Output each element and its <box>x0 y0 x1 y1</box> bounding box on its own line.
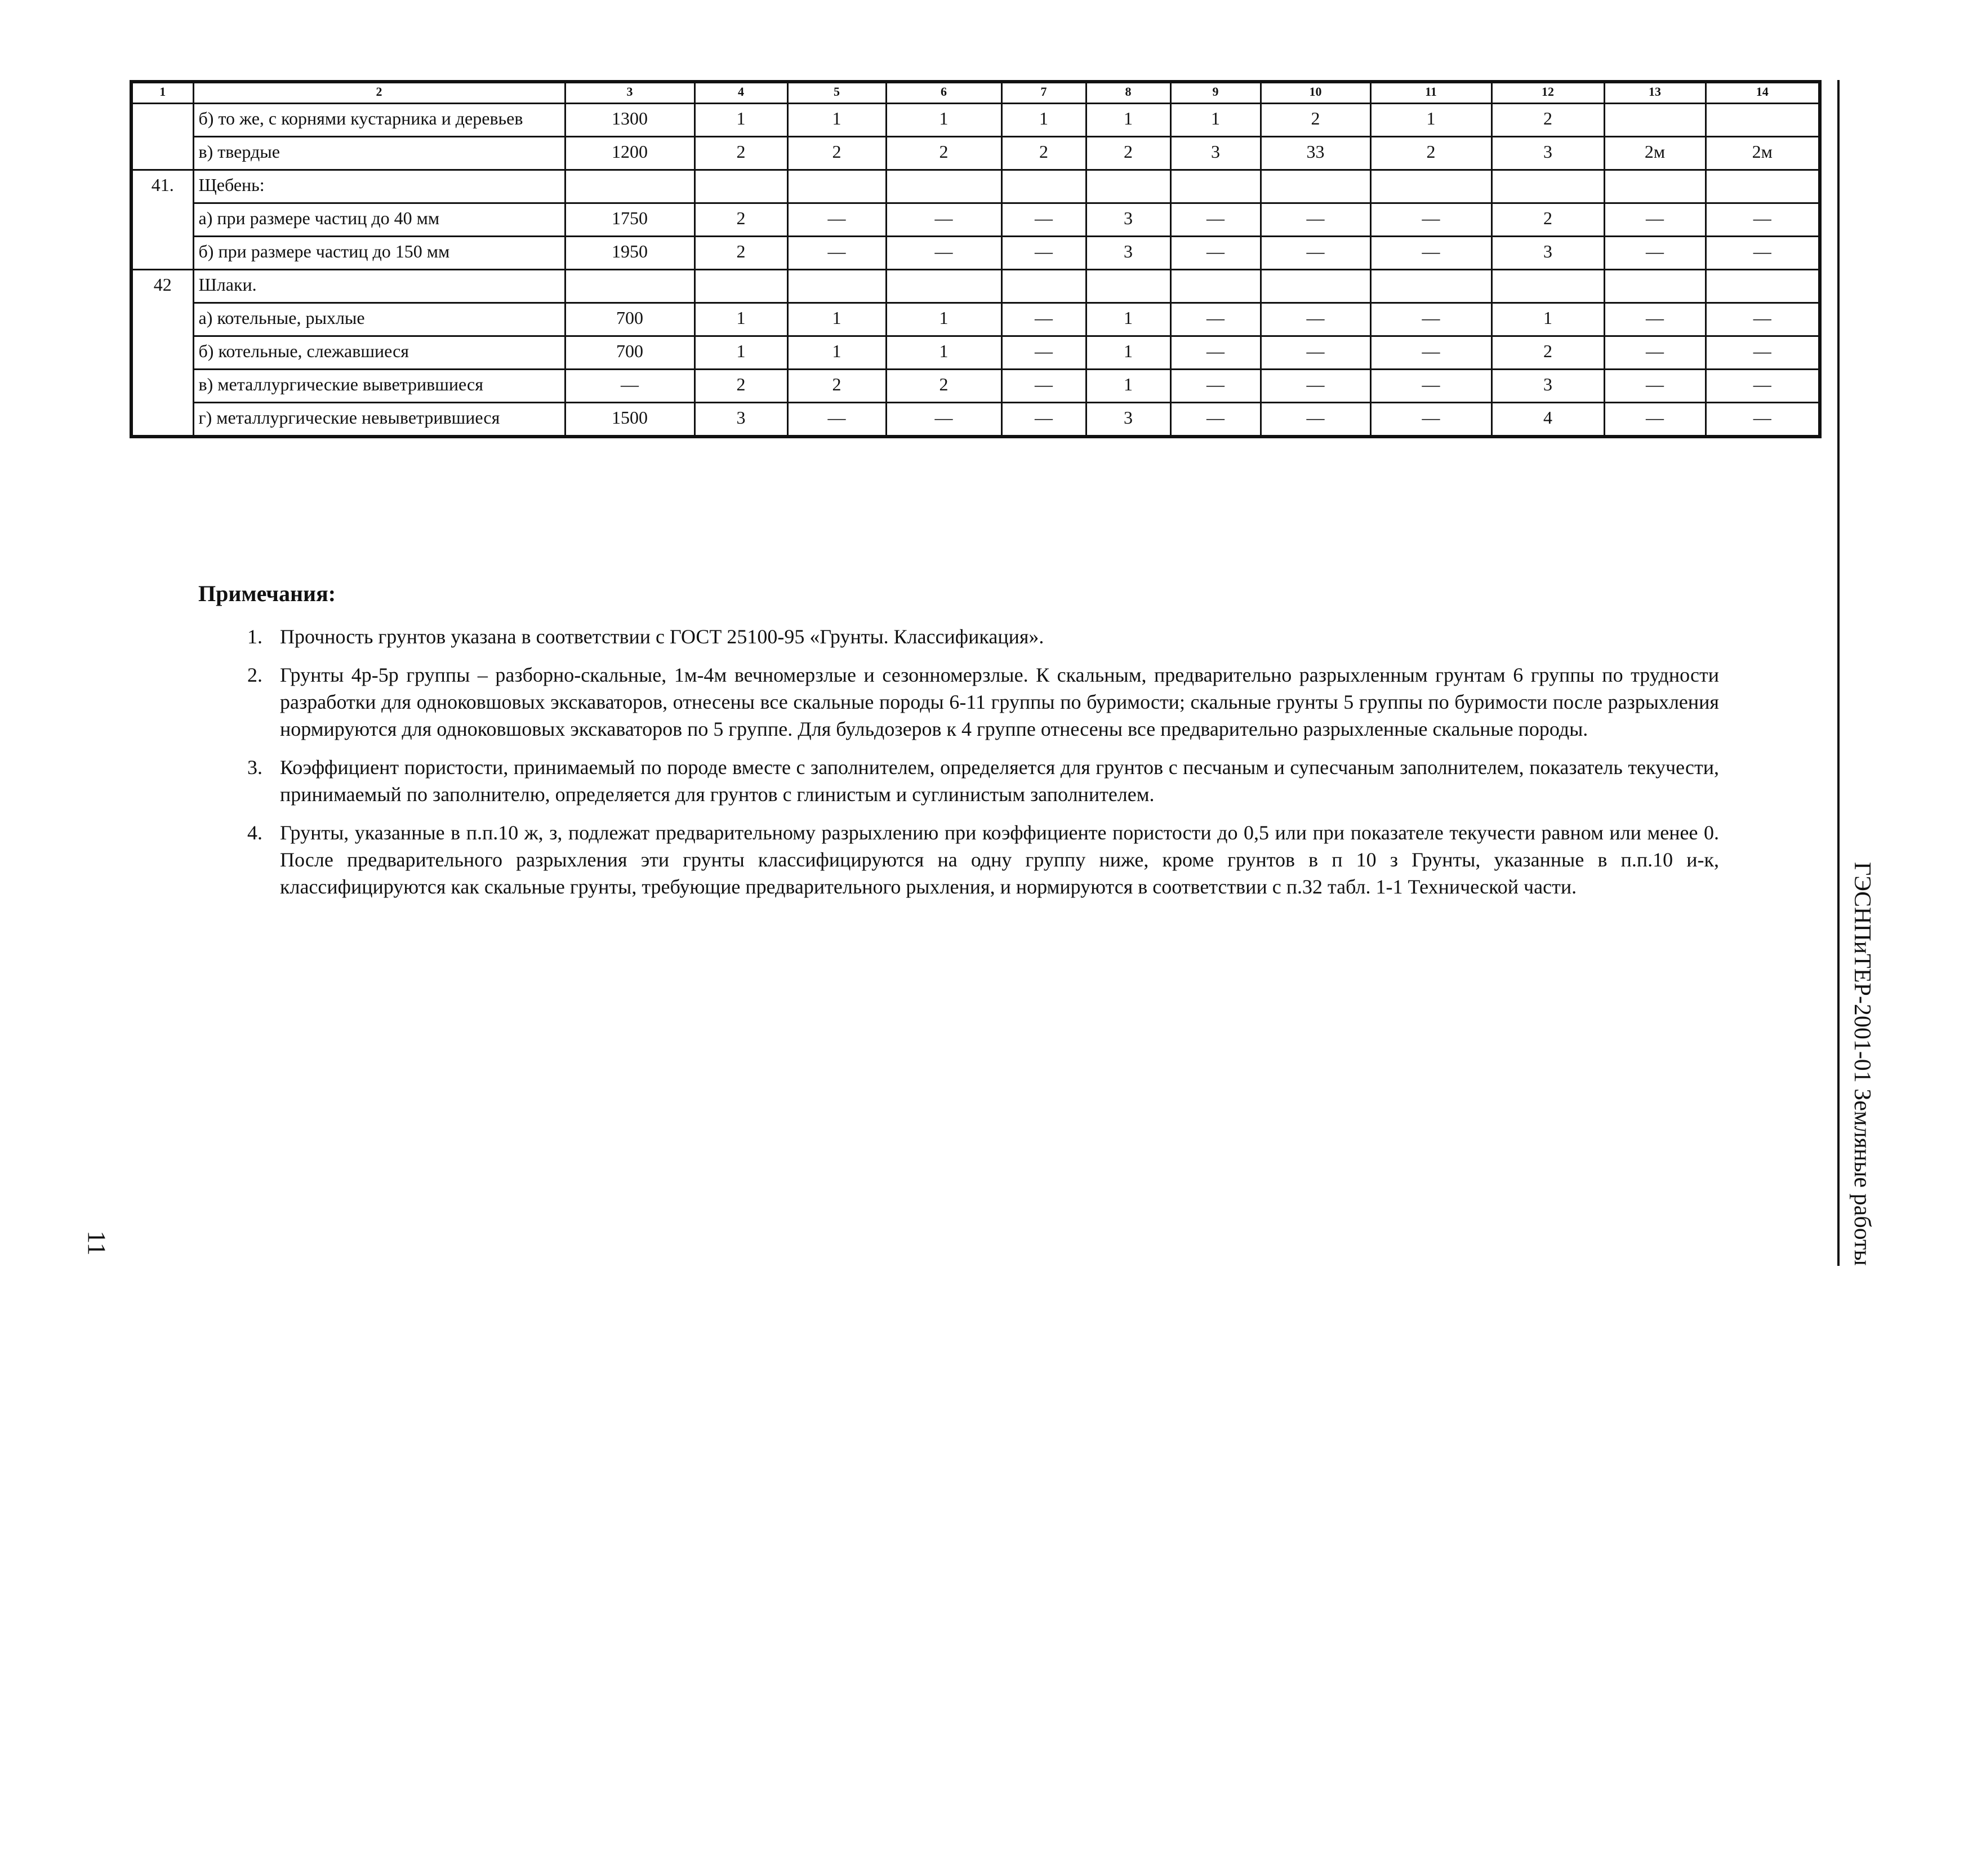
note-number: 2. <box>247 664 262 686</box>
value-cell: — <box>1706 403 1820 437</box>
value-cell: 3 <box>694 403 787 437</box>
table-row <box>131 336 1820 370</box>
value-cell: — <box>787 403 886 437</box>
value-cell: — <box>1370 370 1491 403</box>
value-cell: — <box>1261 370 1370 403</box>
value-cell: 1 <box>1086 370 1170 403</box>
value-cell <box>565 270 694 303</box>
value-cell: — <box>1261 303 1370 336</box>
note-text: Прочность грунтов указана в соответствии с ГОСТ 25100-95 «Грунты. Классификация». <box>280 625 1044 648</box>
table-row <box>131 370 1820 403</box>
value-cell <box>1706 170 1820 203</box>
note-text: Коэффициент пористости, принимаемый по породе вместе с заполнителем, определяется для грунтов с песчаным и супесчаным заполнителем, показатель текучести, принимаемый по заполнителю, определяется для грунтов с глинистым и суглинистым заполнителем. <box>280 756 1719 806</box>
table-row <box>131 203 1820 237</box>
value-cell: 1 <box>1001 104 1086 137</box>
header-cell: 9 <box>1170 82 1261 104</box>
value-cell: 1 <box>787 303 886 336</box>
soil-name-cell: Шлаки. <box>193 270 565 303</box>
value-cell <box>1261 170 1370 203</box>
value-cell <box>1604 270 1706 303</box>
value-cell: 2 <box>694 203 787 237</box>
soil-name-cell: в) твердые <box>193 137 565 170</box>
value-cell: 2 <box>1086 137 1170 170</box>
value-cell: — <box>1706 303 1820 336</box>
value-cell: — <box>1604 336 1706 370</box>
value-cell: — <box>1170 403 1261 437</box>
value-cell <box>1604 170 1706 203</box>
value-cell: 3 <box>1086 403 1170 437</box>
header-cell: 2 <box>193 82 565 104</box>
value-cell: 3 <box>1086 203 1170 237</box>
value-cell: — <box>886 403 1001 437</box>
value-cell <box>565 170 694 203</box>
value-cell: — <box>1001 203 1086 237</box>
value-cell: — <box>1001 303 1086 336</box>
header-cell: 3 <box>565 82 694 104</box>
value-cell: — <box>1370 336 1491 370</box>
value-cell: 1 <box>1170 104 1261 137</box>
value-cell: — <box>1370 303 1491 336</box>
table-row <box>131 237 1820 270</box>
document-code-label: ГЭСНПиТЕР-2001-01 Земляные работы <box>1849 862 1875 1266</box>
value-cell: — <box>1261 203 1370 237</box>
value-cell: — <box>1604 370 1706 403</box>
row-number <box>131 370 193 403</box>
value-cell <box>787 270 886 303</box>
soil-classification-table <box>130 80 1822 438</box>
value-cell: — <box>1001 336 1086 370</box>
value-cell: 2 <box>1370 137 1491 170</box>
value-cell <box>1001 170 1086 203</box>
soil-name-cell: в) металлургические выветрившиеся <box>193 370 565 403</box>
value-cell: 3 <box>1170 137 1261 170</box>
soil-name-cell: г) металлургические невыветрившиеся <box>193 403 565 437</box>
value-cell: 2 <box>1491 336 1604 370</box>
value-cell: 1300 <box>565 104 694 137</box>
value-cell <box>1001 270 1086 303</box>
value-cell: 2 <box>886 370 1001 403</box>
value-cell <box>1170 270 1261 303</box>
table-row <box>131 137 1820 170</box>
value-cell: 1 <box>787 336 886 370</box>
row-number <box>131 237 193 270</box>
table-row <box>131 170 1820 203</box>
value-cell <box>886 270 1001 303</box>
value-cell: — <box>1001 237 1086 270</box>
value-cell: 33 <box>1261 137 1370 170</box>
value-cell: — <box>1604 203 1706 237</box>
value-cell: — <box>1370 403 1491 437</box>
value-cell: 1750 <box>565 203 694 237</box>
value-cell <box>1491 270 1604 303</box>
value-cell: 3 <box>1491 137 1604 170</box>
value-cell: 1 <box>1370 104 1491 137</box>
value-cell: 2 <box>694 237 787 270</box>
value-cell <box>694 270 787 303</box>
value-cell: — <box>787 203 886 237</box>
value-cell: 1500 <box>565 403 694 437</box>
value-cell: 2 <box>1261 104 1370 137</box>
note-number: 3. <box>247 756 262 779</box>
value-cell: 2 <box>886 137 1001 170</box>
note-number: 1. <box>247 625 262 648</box>
table-row <box>131 403 1820 437</box>
value-cell: 1 <box>1086 336 1170 370</box>
value-cell: 1 <box>886 336 1001 370</box>
value-cell: 1 <box>787 104 886 137</box>
value-cell <box>1086 170 1170 203</box>
table-row <box>131 270 1820 303</box>
header-cell: 5 <box>787 82 886 104</box>
value-cell: — <box>886 237 1001 270</box>
value-cell: — <box>1706 336 1820 370</box>
soil-name-cell: б) то же, с корнями кустарника и деревьев <box>193 104 565 137</box>
value-cell: 1 <box>694 336 787 370</box>
soil-name-cell: а) при размере частиц до 40 мм <box>193 203 565 237</box>
value-cell: — <box>1706 370 1820 403</box>
note-text: Грунты, указанные в п.п.10 ж, з, подлежат предварительному разрыхлению при коэффициенте пористости до 0,5 или при показателе текучести равном или менее 0. После предварительного разрыхления эти грунты классифицируются на одну группу ниже, кроме грунтов в п 10 з Грунты, указанные в п.п.10 и-к, классифицируются как скальные грунты, требующие предварительного рыхления, и нормируются в соответствии с п.32 табл. 1-1 Технической части. <box>280 821 1719 898</box>
value-cell: 1950 <box>565 237 694 270</box>
row-number <box>131 403 193 437</box>
value-cell: 1200 <box>565 137 694 170</box>
value-cell: — <box>1170 336 1261 370</box>
value-cell: 1 <box>694 104 787 137</box>
header-cell: 12 <box>1491 82 1604 104</box>
value-cell <box>886 170 1001 203</box>
value-cell: — <box>1261 237 1370 270</box>
value-cell: 2м <box>1604 137 1706 170</box>
value-cell: — <box>1261 403 1370 437</box>
value-cell: 3 <box>1491 237 1604 270</box>
row-number <box>131 203 193 237</box>
row-number <box>131 137 193 170</box>
value-cell: 1 <box>1491 303 1604 336</box>
note-item <box>247 819 1719 900</box>
header-row <box>131 82 1820 104</box>
value-cell <box>1261 270 1370 303</box>
header-cell: 11 <box>1370 82 1491 104</box>
side-rule <box>1837 80 1840 1266</box>
header-cell: 7 <box>1001 82 1086 104</box>
row-number: 42 <box>131 270 193 303</box>
value-cell: — <box>1170 237 1261 270</box>
value-cell: 2 <box>787 370 886 403</box>
value-cell <box>1706 104 1820 137</box>
note-item <box>247 754 1719 808</box>
value-cell: 1 <box>1086 104 1170 137</box>
note-item <box>247 623 1719 650</box>
value-cell: 1 <box>886 303 1001 336</box>
soil-name-cell: а) котельные, рыхлые <box>193 303 565 336</box>
soil-name-cell: б) котельные, слежавшиеся <box>193 336 565 370</box>
header-cell: 13 <box>1604 82 1706 104</box>
value-cell <box>1086 270 1170 303</box>
note-number: 4. <box>247 821 262 844</box>
table-row <box>131 303 1820 336</box>
value-cell: — <box>565 370 694 403</box>
soil-name-cell: б) при размере частиц до 150 мм <box>193 237 565 270</box>
value-cell: — <box>1604 237 1706 270</box>
value-cell: — <box>1170 203 1261 237</box>
value-cell <box>1170 170 1261 203</box>
notes-title: Примечания: <box>198 581 336 606</box>
value-cell: — <box>1604 403 1706 437</box>
value-cell: 3 <box>1491 370 1604 403</box>
value-cell: 700 <box>565 336 694 370</box>
value-cell: 1 <box>694 303 787 336</box>
row-number <box>131 104 193 137</box>
row-number: 41. <box>131 170 193 203</box>
header-cell: 8 <box>1086 82 1170 104</box>
note-item <box>247 661 1719 743</box>
notes-list <box>198 623 1719 900</box>
value-cell: 2 <box>1001 137 1086 170</box>
soil-name-cell: Щебень: <box>193 170 565 203</box>
row-number <box>131 336 193 370</box>
value-cell: 2 <box>694 370 787 403</box>
value-cell: — <box>1261 336 1370 370</box>
value-cell <box>1491 170 1604 203</box>
value-cell <box>1370 170 1491 203</box>
table-row <box>131 104 1820 137</box>
value-cell <box>1604 104 1706 137</box>
value-cell: — <box>1001 403 1086 437</box>
value-cell: 2 <box>1491 203 1604 237</box>
value-cell: 1 <box>886 104 1001 137</box>
header-cell: 1 <box>131 82 193 104</box>
value-cell: — <box>1170 303 1261 336</box>
table-body <box>131 82 1820 437</box>
notes-section <box>198 580 1719 912</box>
header-cell: 10 <box>1261 82 1370 104</box>
value-cell: 2 <box>1491 104 1604 137</box>
header-cell: 6 <box>886 82 1001 104</box>
value-cell <box>1706 270 1820 303</box>
value-cell: — <box>886 203 1001 237</box>
value-cell: — <box>1706 203 1820 237</box>
note-text: Грунты 4р-5р группы – разборно-скальные, 1м-4м вечномерзлые и сезонномерзлые. К скальным, предварительно разрыхленным грунтам 6 группы по трудности разработки для одноковшовых экскаваторов, отнесены все скальные породы 6-11 группы по буримости; скальные грунты 5 группы по буримости после разрыхления нормируются для одноковшовых экскаваторов по 5 группе. Для бульдозеров к 4 группе отнесены все предварительно разрыхленные скальные породы. <box>280 664 1719 740</box>
page-number: 11 <box>82 1230 112 1256</box>
value-cell: 3 <box>1086 237 1170 270</box>
value-cell: — <box>787 237 886 270</box>
value-cell <box>787 170 886 203</box>
value-cell <box>694 170 787 203</box>
value-cell: 4 <box>1491 403 1604 437</box>
header-cell: 4 <box>694 82 787 104</box>
value-cell: 1 <box>1086 303 1170 336</box>
value-cell: 2м <box>1706 137 1820 170</box>
value-cell: — <box>1706 237 1820 270</box>
value-cell: 2 <box>694 137 787 170</box>
value-cell: — <box>1170 370 1261 403</box>
value-cell: — <box>1370 237 1491 270</box>
value-cell: — <box>1370 203 1491 237</box>
value-cell: 700 <box>565 303 694 336</box>
header-cell: 14 <box>1706 82 1820 104</box>
value-cell: — <box>1001 370 1086 403</box>
value-cell: — <box>1604 303 1706 336</box>
value-cell: 2 <box>787 137 886 170</box>
value-cell <box>1370 270 1491 303</box>
row-number <box>131 303 193 336</box>
